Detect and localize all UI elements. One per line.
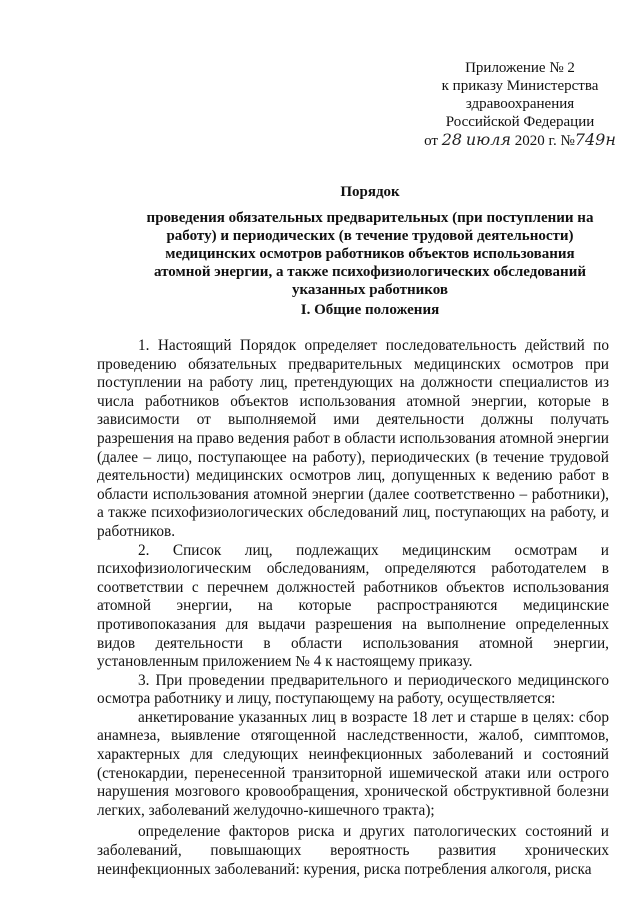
handwritten-order-number: 749н bbox=[574, 130, 616, 149]
paragraph-3-item-anketirovanie: анкетирование указанных лиц в возрасте 18 лет и старше в целях: сбор анамнеза, выявление отягощенной наследственности, жалоб, симптомов, характерных для следующих неинфекционных заболеваний и состояний (стенокардии, перенесенной транзиторной ишемической атаки или острого нарушения мозгового кровообращения, хронической обструктивной болезни легких, заболеваний желудочно-кишечного тракта); bbox=[97, 708, 609, 819]
title-line-4: атомной энергии, а также психофизиологических обследований bbox=[153, 264, 586, 280]
title-main: Порядок bbox=[340, 184, 400, 200]
appendix-header bbox=[415, 59, 625, 150]
handwritten-day: 28 bbox=[441, 130, 463, 149]
section-heading: I. Общие положения bbox=[300, 302, 440, 318]
body-text bbox=[97, 337, 609, 879]
paragraph-2: 2. Список лиц, подлежащих медицинским осмотрам и психофизиологическим обследованиям, определяются работодателем в соответствии с перечнем должностей работников объектов использования атомной энергии, на которые распространяются медицинские противопоказания для выдачи разрешения на выполнение определенных видов деятельности в области использования атомной энергии, установленным приложением № 4 к настоящему приказу. bbox=[97, 541, 609, 671]
document-title bbox=[125, 183, 615, 299]
handwritten-month: июля bbox=[465, 130, 512, 149]
title-line-2: работу) и периодических (в течение трудовой деятельности) bbox=[166, 228, 574, 244]
appendix-line-3: здравоохранения bbox=[465, 96, 575, 112]
order-date-line bbox=[415, 131, 625, 150]
date-year: 2020 г. № bbox=[514, 133, 575, 149]
appendix-line-4: Российской Федерации bbox=[445, 114, 595, 130]
title-line-5: указанных работников bbox=[292, 282, 448, 298]
title-line-3: медицинских осмотров работников объектов использования bbox=[165, 246, 575, 262]
appendix-line-1: Приложение № 2 bbox=[465, 60, 575, 76]
paragraph-3-item-factors: определение факторов риска и других патологических состояний и заболеваний, повышающих вероятность развития хронических неинфекционных заболеваний: курения, риска потребления алкоголя, риска bbox=[97, 823, 609, 878]
paragraph-3: 3. При проведении предварительного и периодического медицинского осмотра работнику и лицу, поступающему на работу, осуществляется: bbox=[97, 671, 609, 708]
date-prefix: от bbox=[424, 133, 438, 149]
appendix-line-2: к приказу Министерства bbox=[441, 78, 599, 94]
title-line-1: проведения обязательных предварительных (при поступлении на bbox=[146, 210, 594, 226]
paragraph-1: 1. Настоящий Порядок определяет последовательность действий по проведению обязательных предварительных медицинских осмотров при поступлении на работу лиц, претендующих на должности специалистов из числа работников объектов использования атомной энергии, которые в зависимости от выполняемой ими деятельности должны получать разрешения на право ведения работ в области использования атомной энергии (далее – лицо, поступающее на работу), периодических (в течение трудовой деятельности) медицинских осмотров лиц, допущенных к ведению работ в области использования атомной энергии (далее соответственно – работники), а также психофизиологических обследований лиц, поступающих на работу, и работников. bbox=[97, 337, 609, 540]
